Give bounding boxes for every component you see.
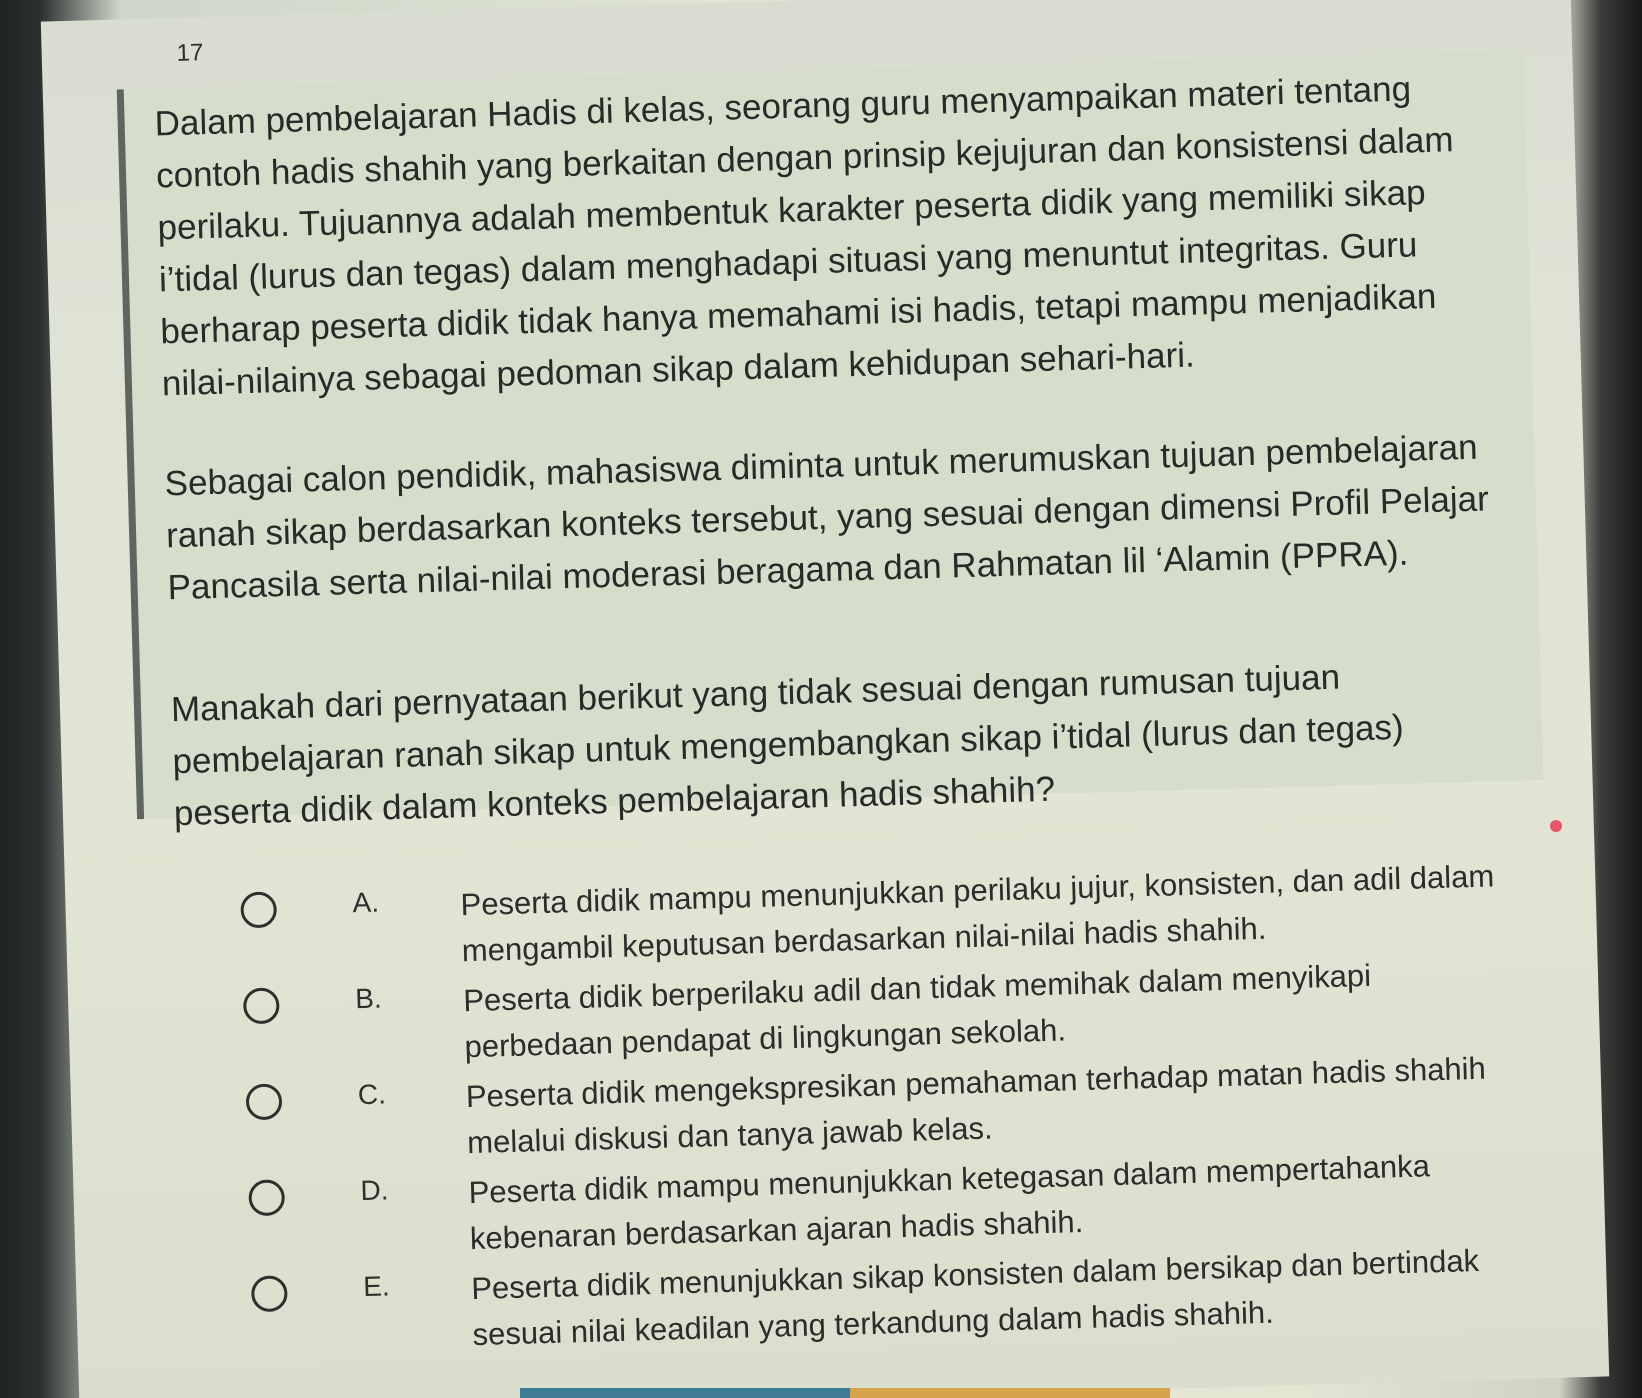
radio-c[interactable]: [246, 1083, 283, 1120]
option-text: Peserta didik mampu menunjukkan perilaku jujur, konsisten, dan adil dalam mengambil keputusan berdasarkan nilai-nilai hadis shahih.: [460, 858, 1495, 969]
question-number: 17: [176, 39, 204, 67]
option-text: Peserta didik berperilaku adil dan tidak memihak dalam menyikapi perbedaan pendapat di lingkungan sekolah.: [462, 957, 1372, 1065]
bottom-progress-bar: [520, 1388, 850, 1398]
radio-e[interactable]: [251, 1275, 288, 1312]
question-paragraph-prompt: Manakah dari pernyataan berikut yang tidak sesuai dengan rumusan tujuan pembelajaran ranah sikap untuk mengembangkan sikap i’tidal (lurus dan tegas) peserta didik dalam konteks pembelajaran hadis shahih?: [170, 657, 1405, 834]
option-letter: B.: [354, 982, 383, 1015]
bottom-accent-bar: [850, 1388, 1170, 1398]
question-card: [117, 50, 1544, 834]
camera-indicator-dot: [1550, 820, 1562, 832]
radio-d[interactable]: [248, 1179, 285, 1216]
option-letter: C.: [357, 1078, 387, 1111]
radio-a[interactable]: [240, 891, 277, 928]
option-letter: E.: [362, 1270, 391, 1303]
answer-options: [240, 852, 1553, 1368]
question-paragraph-context: Dalam pembelajaran Hadis di kelas, seorang guru menyampaikan materi tentang contoh hadis shahih yang berkaitan dengan prinsip kejujuran dan konsistensi dalam perilaku. Tujuannya adalah membentuk karakter peserta didik yang memiliki sikap i’tidal (lurus dan tegas) dalam menghadapi situasi yang menuntut integritas. Guru berharap peserta didik tidak hanya memahami isi hadis, tetapi mampu menjadikan nilai-nilainya sebagai pedoman sikap dalam kehidupan sehari-hari.: [154, 69, 1454, 404]
radio-b[interactable]: [243, 987, 280, 1024]
option-letter: D.: [360, 1174, 389, 1207]
option-text: Peserta didik mampu menunjukkan ketegasan dalam mempertahanka kebenaran berdasarkan ajaran hadis shahih.: [468, 1148, 1431, 1257]
quiz-page: [41, 0, 1609, 1398]
question-paragraph-task: Sebagai calon pendidik, mahasiswa diminta untuk merumuskan tujuan pembelajaran ranah sikap berdasarkan konteks tersebut, yang sesuai dengan dimensi Profil Pelajar Pancasila serta nilai-nilai moderasi beragama dan Rahmatan lil ‘Alamin (PPRA).: [164, 427, 1490, 608]
option-text: Peserta didik mengekspresikan pemahaman terhadap matan hadis shahih melalui diskusi dan tanya jawab kelas.: [465, 1050, 1487, 1161]
option-letter: A.: [352, 886, 380, 919]
option-text: Peserta didik menunjukkan sikap konsisten dalam bersikap dan bertindak sesuai nilai keadilan yang terkandung dalam hadis shahih.: [470, 1242, 1480, 1353]
